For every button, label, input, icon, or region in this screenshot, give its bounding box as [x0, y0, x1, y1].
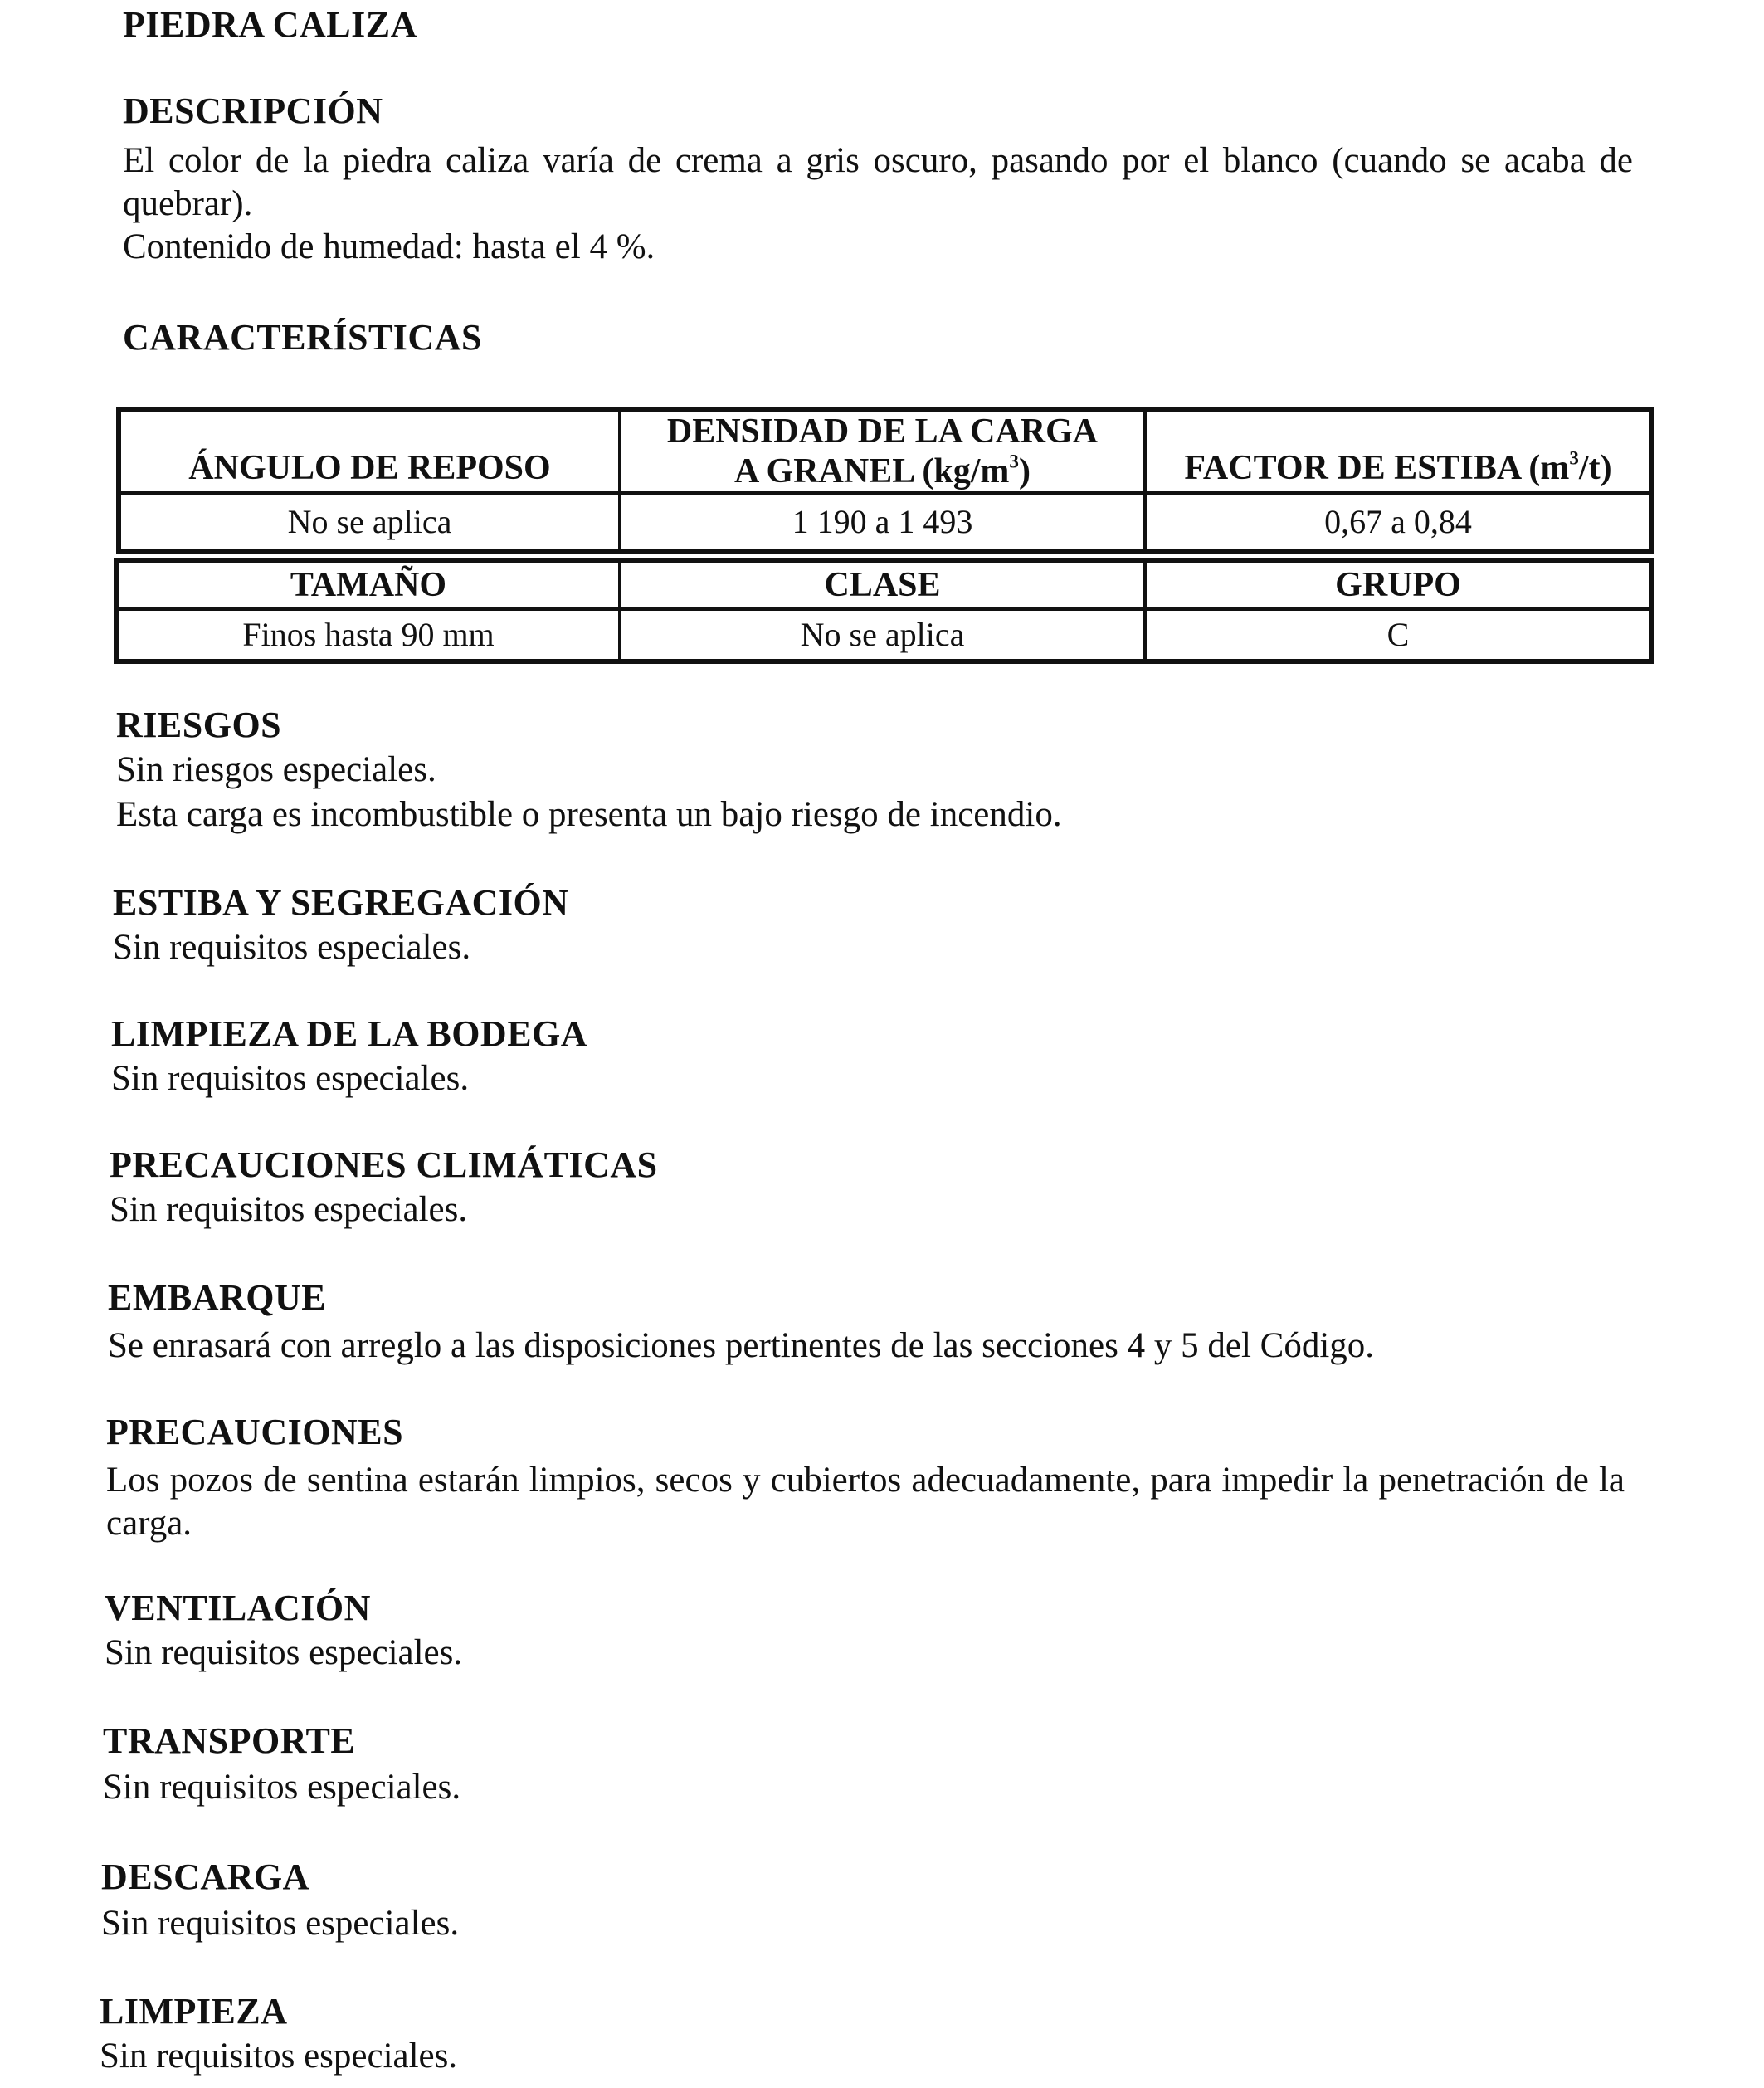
header-densidad-line2	[734, 451, 1031, 491]
header-tamano: TAMAÑO	[290, 566, 447, 604]
descarga-heading: DESCARGA	[101, 1856, 309, 1897]
header-factor-prefix: FACTOR DE ESTIBA (m	[1184, 449, 1570, 487]
transporte-heading: TRANSPORTE	[103, 1720, 356, 1761]
document-title: PIEDRA CALIZA	[123, 4, 417, 45]
header-factor-de-estiba	[1147, 412, 1649, 491]
transporte-text: Sin requisitos especiales.	[103, 1768, 461, 1807]
header-densidad	[621, 412, 1143, 491]
riesgos-line2: Esta carga es incombustible o presenta un bajo riesgo de incendio.	[116, 795, 1062, 834]
caracteristicas-heading: CARACTERÍSTICAS	[123, 317, 482, 358]
embarque-heading: EMBARQUE	[108, 1277, 327, 1318]
header-densidad-sup: 3	[1009, 450, 1019, 472]
riesgos-heading: RIESGOS	[116, 705, 282, 745]
value-tamano: Finos hasta 90 mm	[242, 616, 495, 653]
humedad-text: Contenido de humedad: hasta el 4 %.	[123, 227, 655, 266]
value-angulo: No se aplica	[287, 503, 452, 540]
value-grupo: C	[1386, 616, 1410, 653]
header-angulo-de-reposo	[121, 412, 618, 491]
value-densidad: 1 190 a 1 493	[792, 503, 973, 540]
value-factor: 0,67 a 0,84	[1324, 503, 1472, 540]
limpieza-bodega-text: Sin requisitos especiales.	[111, 1059, 470, 1098]
estiba-text: Sin requisitos especiales.	[113, 928, 471, 967]
value-clase: No se aplica	[800, 616, 965, 653]
limpieza-bodega-heading: LIMPIEZA DE LA BODEGA	[111, 1013, 588, 1054]
header-densidad-line1: DENSIDAD DE LA CARGA	[666, 412, 1099, 451]
riesgos-line1: Sin riesgos especiales.	[116, 750, 436, 789]
header-densidad-suffix: )	[1018, 452, 1031, 490]
precauciones-climaticas-text: Sin requisitos especiales.	[110, 1190, 468, 1229]
descarga-text: Sin requisitos especiales.	[101, 1904, 460, 1943]
limpieza-text: Sin requisitos especiales.	[100, 2037, 458, 2076]
descripcion-heading: DESCRIPCIÓN	[123, 90, 383, 131]
embarque-text: Se enrasará con arreglo a las disposiciones pertinentes de las secciones 4 y 5 del Código.	[108, 1326, 1375, 1365]
header-factor-suffix: /t)	[1578, 449, 1612, 487]
limpieza-heading: LIMPIEZA	[100, 1991, 288, 2032]
precauciones-heading: PRECAUCIONES	[106, 1412, 404, 1452]
ventilacion-text: Sin requisitos especiales.	[105, 1633, 463, 1672]
header-factor-sup: 3	[1569, 446, 1579, 469]
precauciones-climaticas-heading: PRECAUCIONES CLIMÁTICAS	[110, 1144, 658, 1185]
header-angulo-label: ÁNGULO DE REPOSO	[188, 449, 551, 487]
header-clase: CLASE	[824, 566, 941, 604]
estiba-heading: ESTIBA Y SEGREGACIÓN	[113, 882, 569, 923]
header-densidad-prefix: A GRANEL (kg/m	[734, 452, 1010, 490]
ventilacion-heading: VENTILACIÓN	[105, 1588, 371, 1628]
header-grupo: GRUPO	[1335, 566, 1461, 604]
precauciones-text: Los pozos de sentina estarán limpios, secos y cubiertos adecuadamente, para impedir la penetración de la carga.	[106, 1461, 1625, 1543]
descripcion-text: El color de la piedra caliza varía de crema a gris oscuro, pasando por el blanco (cuando se acaba de quebrar).	[123, 141, 1633, 223]
